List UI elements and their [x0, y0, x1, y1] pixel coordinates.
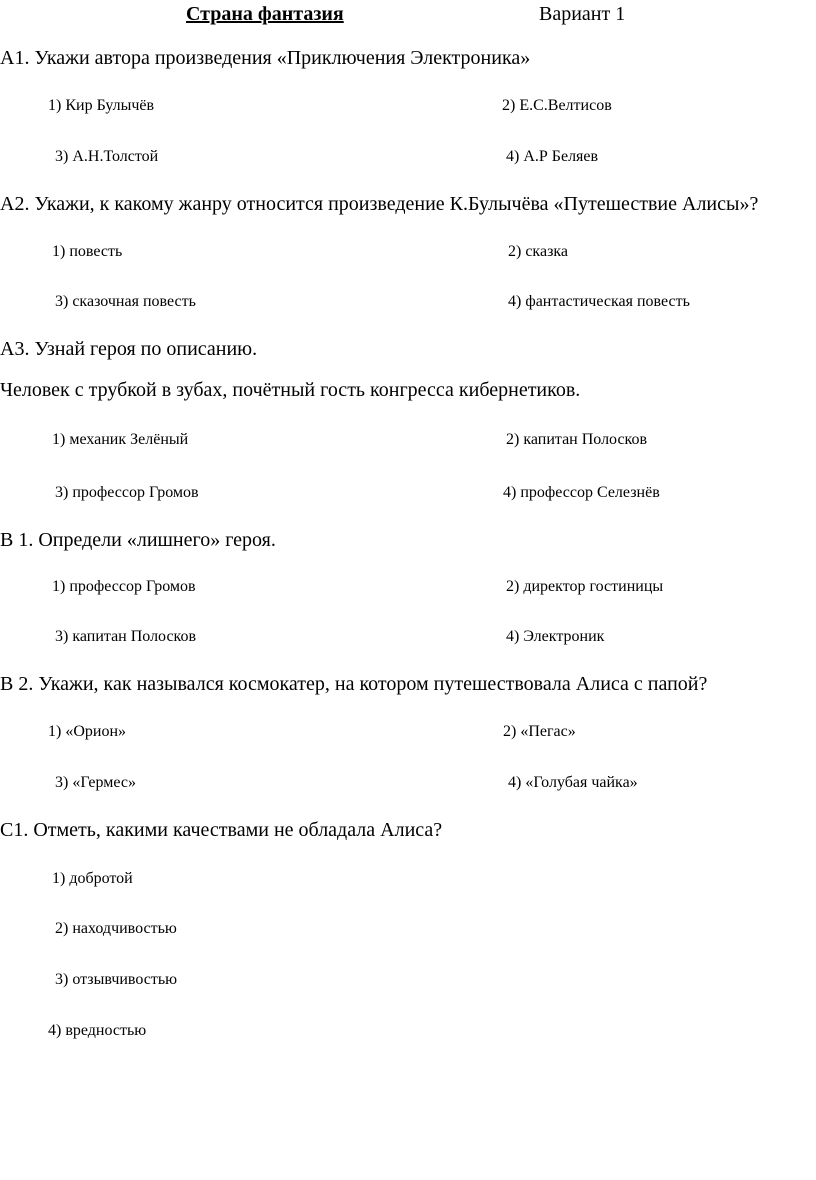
document-title: Страна фантазия [186, 3, 344, 25]
option-b2-2[interactable]: 2) «Пегас» [503, 723, 576, 740]
question-c1: С1. Отметь, какими качествами не обладала Алиса? [0, 819, 443, 841]
option-b2-3[interactable]: 3) «Гермес» [55, 774, 136, 791]
option-a3-2[interactable]: 2) капитан Полосков [506, 431, 648, 448]
option-a3-4[interactable]: 4) профессор Селезнёв [503, 484, 660, 501]
option-b1-1[interactable]: 1) профессор Громов [52, 578, 196, 595]
option-a3-1[interactable]: 1) механик Зелёный [52, 431, 189, 448]
option-a2-4[interactable]: 4) фантастическая повесть [508, 293, 690, 310]
option-b1-4[interactable]: 4) Электроник [506, 628, 605, 645]
option-b1-3[interactable]: 3) капитан Полосков [55, 628, 197, 645]
question-a1: А1. Укажи автора произведения «Приключения Электроника» [0, 47, 531, 69]
question-b2: В 2. Укажи, как назывался космокатер, на котором путешествовала Алиса с папой? [0, 673, 708, 695]
question-a3-description: Человек с трубкой в зубах, почётный гость конгресса кибернетиков. [0, 379, 581, 401]
option-a1-3[interactable]: 3) А.Н.Толстой [55, 148, 159, 165]
option-b2-4[interactable]: 4) «Голубая чайка» [508, 774, 638, 791]
option-a1-1[interactable]: 1) Кир Булычёв [48, 97, 155, 114]
option-c1-1[interactable]: 1) добротой [52, 870, 133, 887]
question-a2: А2. Укажи, к какому жанру относится произведение К.Булычёва «Путешествие Алисы»? [0, 193, 759, 215]
option-a2-2[interactable]: 2) сказка [508, 243, 569, 260]
option-b1-2[interactable]: 2) директор гостиницы [506, 578, 664, 595]
question-b1: В 1. Определи «лишнего» героя. [0, 529, 276, 551]
variant-label: Вариант 1 [539, 3, 626, 25]
option-c1-2[interactable]: 2) находчивостью [55, 920, 177, 937]
option-a1-4[interactable]: 4) А.Р Беляев [506, 148, 599, 165]
option-a1-2[interactable]: 2) Е.С.Велтисов [502, 97, 612, 114]
option-c1-4[interactable]: 4) вредностью [48, 1022, 147, 1039]
option-a2-3[interactable]: 3) сказочная повесть [55, 293, 196, 310]
option-a2-1[interactable]: 1) повесть [52, 243, 123, 260]
option-c1-3[interactable]: 3) отзывчивостью [55, 971, 178, 988]
question-a3: А3. Узнай героя по описанию. [0, 338, 258, 360]
option-a3-3[interactable]: 3) профессор Громов [55, 484, 199, 501]
option-b2-1[interactable]: 1) «Орион» [48, 723, 127, 740]
